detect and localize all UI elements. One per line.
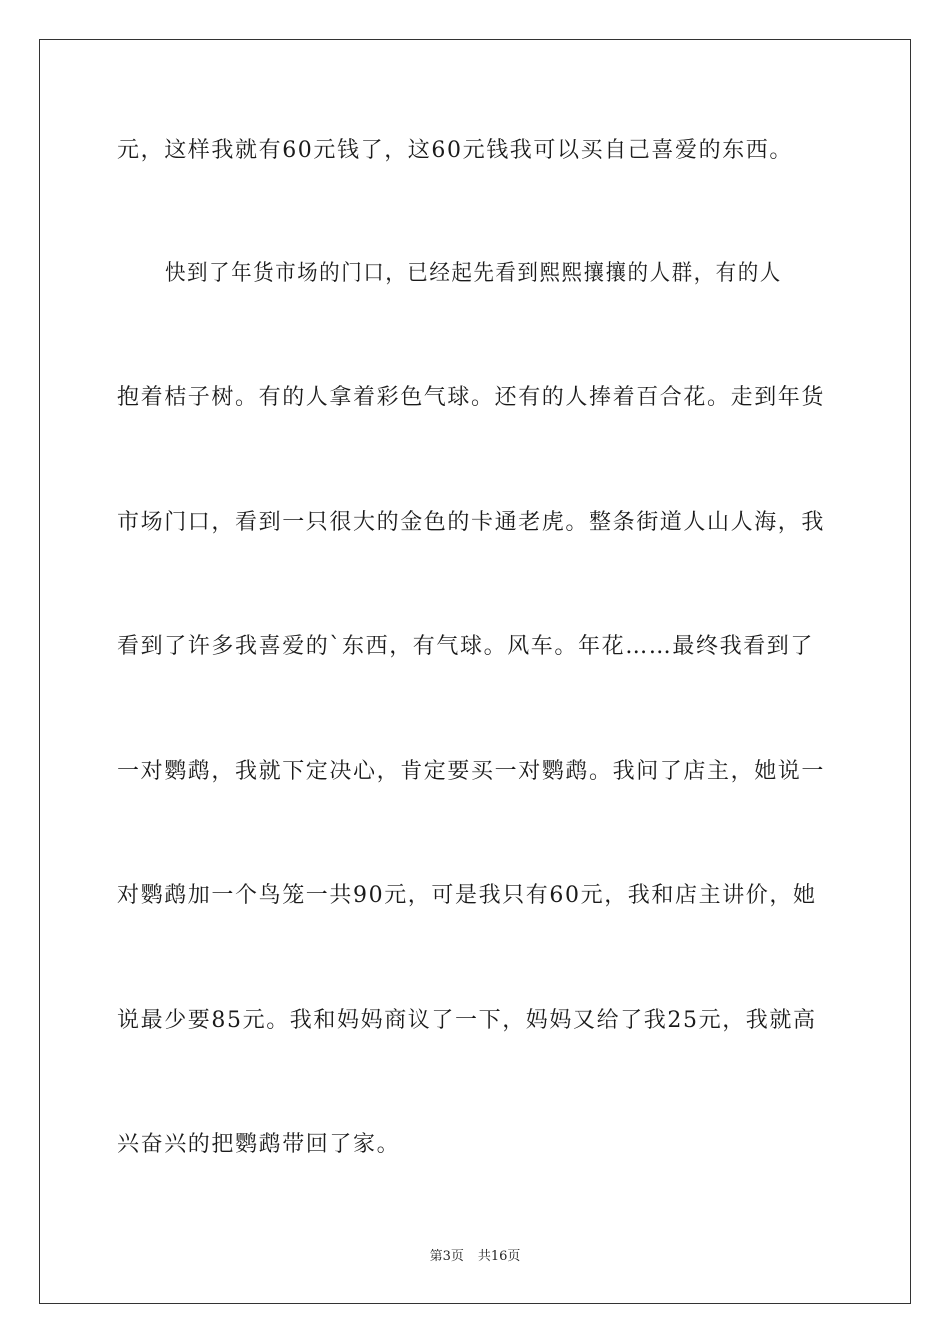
page-border <box>39 39 911 1304</box>
paragraph-line-6: 一对鹦鹉，我就下定决心，肯定要买一对鹦鹉。我问了店主，她说一 <box>117 759 826 784</box>
page-footer <box>0 1248 950 1266</box>
page-total: 共16页 <box>477 1249 521 1264</box>
paragraph-line-9: 兴奋兴的把鹦鹉带回了家。 <box>117 1132 401 1157</box>
paragraph-line-2: 快到了年货市场的门口，已经起先看到熙熙攘攘的人群，有的人 <box>165 261 782 286</box>
paragraph-line-7: 对鹦鹉加一个鸟笼一共90元，可是我只有60元，我和店主讲价，她 <box>117 883 817 908</box>
paragraph-line-8: 说最少要85元。我和妈妈商议了一下，妈妈又给了我25元，我就高 <box>117 1008 817 1033</box>
paragraph-line-3: 抱着桔子树。有的人拿着彩色气球。还有的人捧着百合花。走到年货 <box>117 385 826 410</box>
paragraph-line-4: 市场门口，看到一只很大的金色的卡通老虎。整条街道人山人海，我 <box>117 510 826 535</box>
paragraph-line-1: 元，这样我就有60元钱了，这60元钱我可以买自己喜爱的东西。 <box>117 138 793 163</box>
paragraph-line-5: 看到了许多我喜爱的`东西，有气球。风车。年花……最终我看到了 <box>117 634 815 659</box>
page-number: 第3页 <box>429 1249 464 1264</box>
